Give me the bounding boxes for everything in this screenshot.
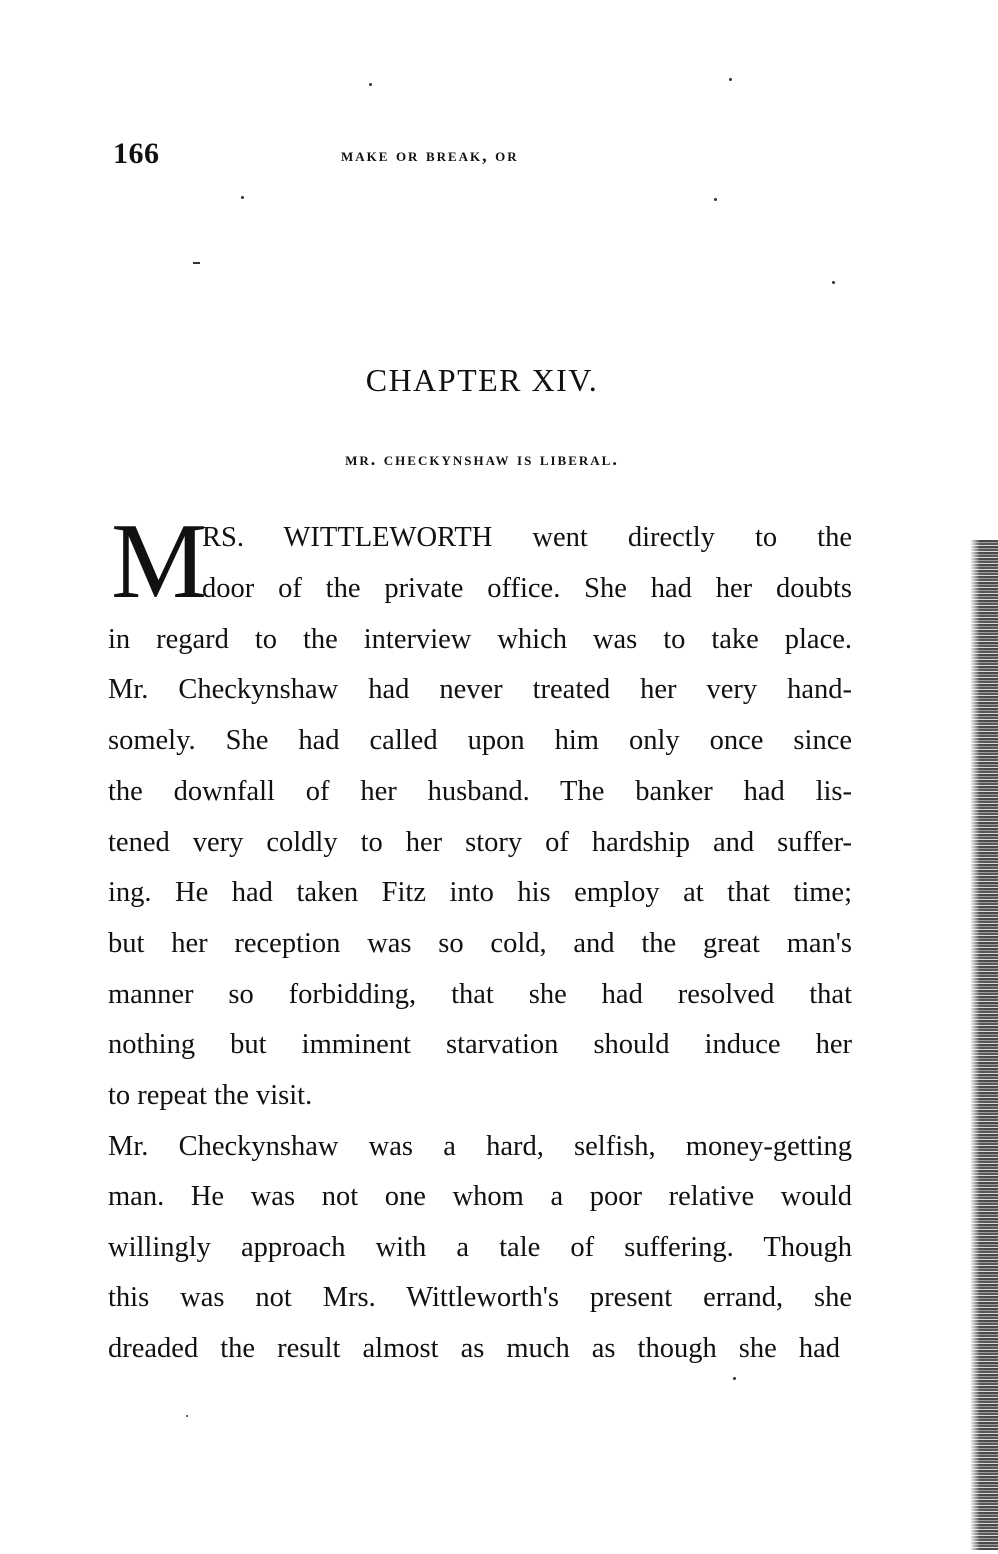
- scan-speck: [241, 196, 244, 199]
- scan-speck: [186, 1415, 188, 1417]
- text-line: but her reception was so cold, and the great man's: [108, 928, 852, 959]
- text-line: manner so forbidding, that she had resolved that: [108, 979, 852, 1010]
- text-line: to repeat the visit.: [108, 1080, 313, 1111]
- page-number: 166: [113, 137, 160, 170]
- scan-speck: [369, 83, 372, 86]
- text-line: RS. WITTLEWORTH went directly to the: [202, 522, 852, 553]
- text-line: Mr. Checkynshaw was a hard, selfish, money-getting: [108, 1131, 852, 1162]
- chapter-subtitle: mr. checkynshaw is liberal.: [345, 449, 619, 469]
- text-line: willingly approach with a tale of suffering. Though: [108, 1232, 852, 1263]
- scan-speck: [714, 198, 717, 201]
- text-line: this was not Mrs. Wittleworth's present errand, she: [108, 1282, 852, 1313]
- text-line: somely. She had called upon him only once since: [108, 725, 852, 756]
- chapter-title: CHAPTER XIV.: [365, 362, 599, 398]
- text-line: the downfall of her husband. The banker had lis-: [108, 776, 852, 807]
- text-line: dreaded the result almost as much as though she had: [108, 1333, 840, 1364]
- scan-speck: [729, 78, 732, 81]
- text-line: nothing but imminent starvation should induce her: [108, 1029, 852, 1060]
- page-edge-scan-artifact: [970, 540, 998, 1550]
- scan-speck: [733, 1377, 736, 1380]
- text-line: ing. He had taken Fitz into his employ at that time;: [108, 877, 852, 908]
- text-line: Mr. Checkynshaw had never treated her very hand-: [108, 674, 852, 705]
- text-line: man. He was not one whom a poor relative would: [108, 1181, 852, 1212]
- running-head: make or break, or: [341, 145, 519, 165]
- text-line: in regard to the interview which was to take place.: [108, 624, 852, 655]
- scan-speck: [832, 281, 835, 284]
- drop-cap: M: [111, 502, 208, 621]
- text-line: tened very coldly to her story of hardship and suffer-: [108, 827, 852, 858]
- scan-speck: [193, 262, 200, 264]
- text-line: door of the private office. She had her doubts: [202, 573, 852, 604]
